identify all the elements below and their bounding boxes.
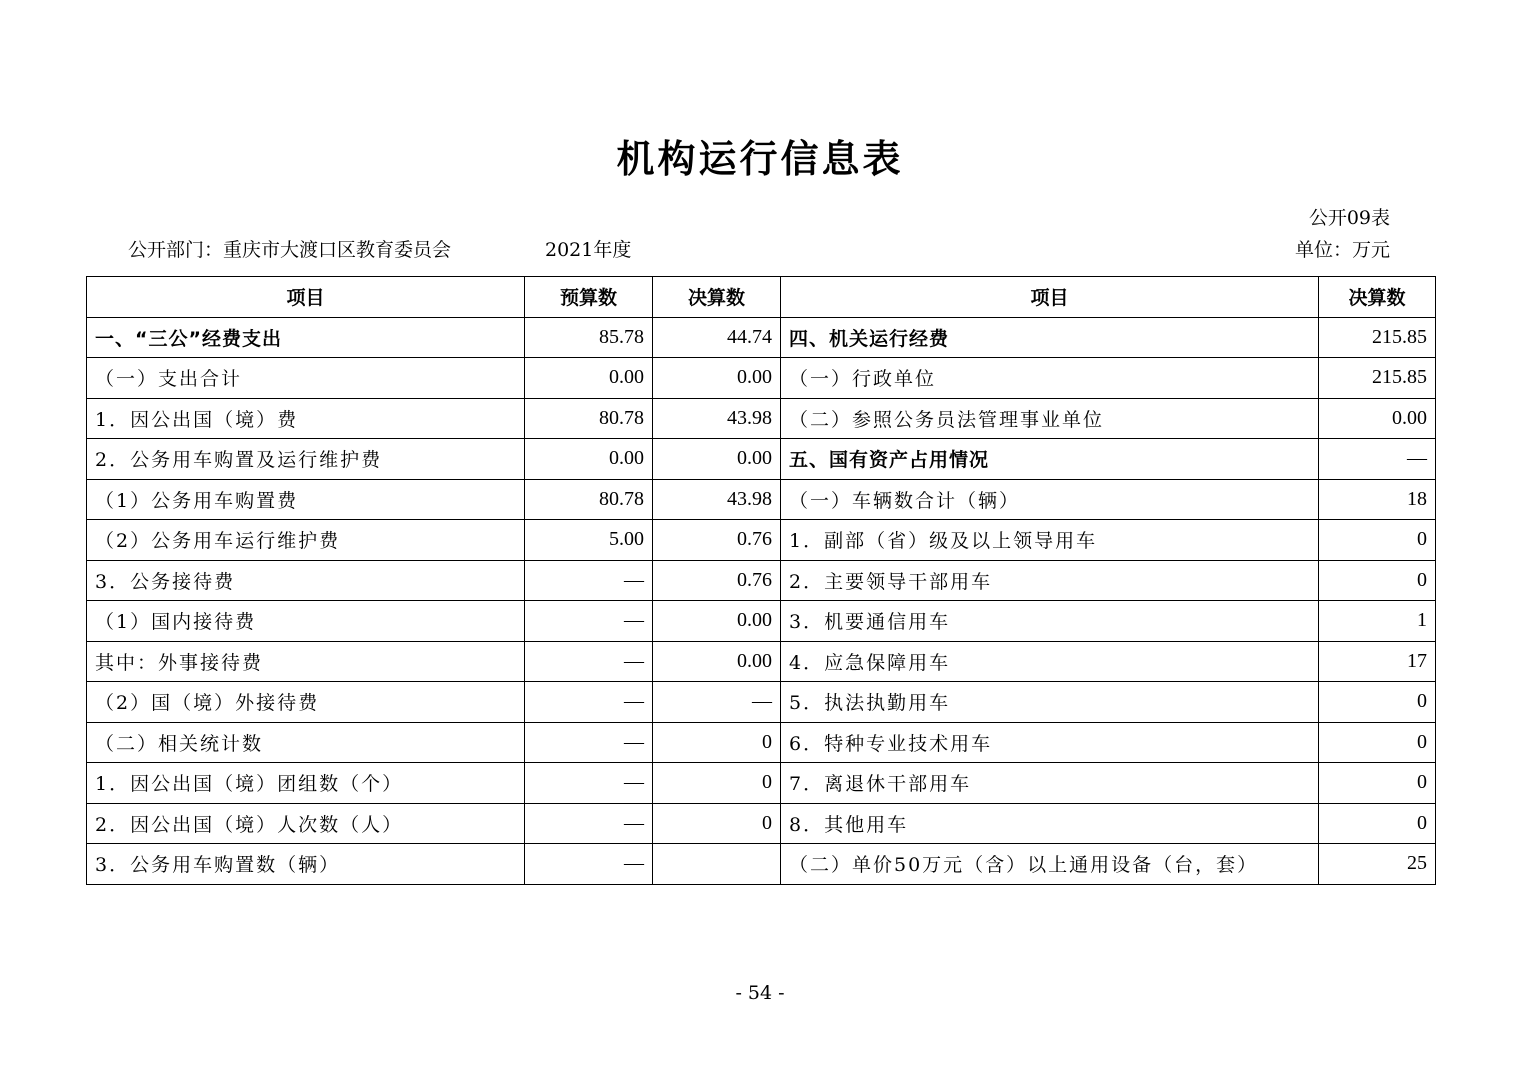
row-final-right: 0 (1319, 520, 1436, 561)
header-item-right: 项目 (781, 277, 1319, 318)
header-budget: 预算数 (525, 277, 653, 318)
table-row (87, 641, 1436, 682)
table-header-row (87, 277, 1436, 318)
table-row (87, 803, 1436, 844)
header-final-right: 决算数 (1319, 277, 1436, 318)
row-item-right: 五、国有资产占用情况 (781, 439, 1319, 480)
table-row (87, 763, 1436, 804)
row-final-right: 25 (1319, 844, 1436, 885)
page-title: 机构运行信息表 (616, 137, 904, 181)
row-final: 0.00 (653, 439, 781, 480)
row-item-left: 一、“三公”经费支出 (87, 317, 525, 358)
row-item-left: 2．公务用车购置及运行维护费 (87, 439, 525, 480)
unit-label: 单位：万元 (1294, 239, 1390, 261)
row-item-left: （1）国内接待费 (87, 601, 525, 642)
row-item-left: 3．公务接待费 (87, 560, 525, 601)
row-item-left: 1．因公出国（境）费 (87, 398, 525, 439)
row-item-left: （二）相关统计数 (87, 722, 525, 763)
row-budget: — (525, 803, 653, 844)
table-row (87, 601, 1436, 642)
table-row (87, 358, 1436, 399)
row-final: — (653, 682, 781, 723)
row-final: 0 (653, 722, 781, 763)
row-budget: — (525, 844, 653, 885)
header-final-left: 决算数 (653, 277, 781, 318)
row-final-right: 17 (1319, 641, 1436, 682)
row-item-right: 2．主要领导干部用车 (781, 560, 1319, 601)
row-budget: 0.00 (525, 439, 653, 480)
row-item-right: 8．其他用车 (781, 803, 1319, 844)
row-final-right: 0 (1319, 722, 1436, 763)
row-final-right: 215.85 (1319, 358, 1436, 399)
row-final: 43.98 (653, 479, 781, 520)
row-item-left: （2）国（境）外接待费 (87, 682, 525, 723)
row-final: 0 (653, 803, 781, 844)
table-row (87, 844, 1436, 885)
row-budget: — (525, 763, 653, 804)
row-item-left: （1）公务用车购置费 (87, 479, 525, 520)
department-label: 公开部门：重庆市大渡口区教育委员会 (128, 239, 452, 261)
row-final: 0.00 (653, 641, 781, 682)
row-item-left: 1．因公出国（境）团组数（个） (87, 763, 525, 804)
row-item-right: 4．应急保障用车 (781, 641, 1319, 682)
row-item-right: （一）车辆数合计（辆） (781, 479, 1319, 520)
row-item-right: 6．特种专业技术用车 (781, 722, 1319, 763)
info-table (86, 276, 1436, 885)
row-final: 0.76 (653, 520, 781, 561)
row-item-right: 1．副部（省）级及以上领导用车 (781, 520, 1319, 561)
row-item-left: （一）支出合计 (87, 358, 525, 399)
table-row (87, 520, 1436, 561)
row-final-right: 0 (1319, 560, 1436, 601)
row-final-right: 0 (1319, 803, 1436, 844)
row-budget: 5.00 (525, 520, 653, 561)
fiscal-year-label: 2021年度 (545, 239, 632, 261)
row-final-right: 0 (1319, 763, 1436, 804)
row-item-right: （二）单价50万元（含）以上通用设备（台，套） (781, 844, 1319, 885)
row-final: 0 (653, 763, 781, 804)
row-final-right: 0.00 (1319, 398, 1436, 439)
row-final-right: 0 (1319, 682, 1436, 723)
row-budget: — (525, 601, 653, 642)
row-item-left: 2．因公出国（境）人次数（人） (87, 803, 525, 844)
row-item-left: 3．公务用车购置数（辆） (87, 844, 525, 885)
header-item-left: 项目 (87, 277, 525, 318)
row-item-right: 5．执法执勤用车 (781, 682, 1319, 723)
row-item-right: 四、机关运行经费 (781, 317, 1319, 358)
row-item-right: （二）参照公务员法管理事业单位 (781, 398, 1319, 439)
row-final-right: — (1319, 439, 1436, 480)
table-row (87, 722, 1436, 763)
table-row (87, 398, 1436, 439)
row-budget: 80.78 (525, 479, 653, 520)
row-item-right: 7．离退休干部用车 (781, 763, 1319, 804)
row-budget: — (525, 560, 653, 601)
table-row (87, 560, 1436, 601)
row-budget: — (525, 641, 653, 682)
row-final: 0.76 (653, 560, 781, 601)
row-budget: — (525, 682, 653, 723)
row-final-right: 1 (1319, 601, 1436, 642)
row-budget: — (525, 722, 653, 763)
row-final: 44.74 (653, 317, 781, 358)
row-final-right: 18 (1319, 479, 1436, 520)
row-item-left: 其中：外事接待费 (87, 641, 525, 682)
form-number: 公开09表 (1308, 207, 1390, 229)
row-budget: 85.78 (525, 317, 653, 358)
row-final: 0.00 (653, 358, 781, 399)
row-item-right: （一）行政单位 (781, 358, 1319, 399)
table-row (87, 479, 1436, 520)
row-final (653, 844, 781, 885)
table-row (87, 682, 1436, 723)
page-number: - 54 - (735, 982, 785, 1004)
row-budget: 80.78 (525, 398, 653, 439)
row-final: 0.00 (653, 601, 781, 642)
table-row (87, 317, 1436, 358)
row-final-right: 215.85 (1319, 317, 1436, 358)
table-row (87, 439, 1436, 480)
row-budget: 0.00 (525, 358, 653, 399)
row-item-right: 3．机要通信用车 (781, 601, 1319, 642)
row-item-left: （2）公务用车运行维护费 (87, 520, 525, 561)
row-final: 43.98 (653, 398, 781, 439)
